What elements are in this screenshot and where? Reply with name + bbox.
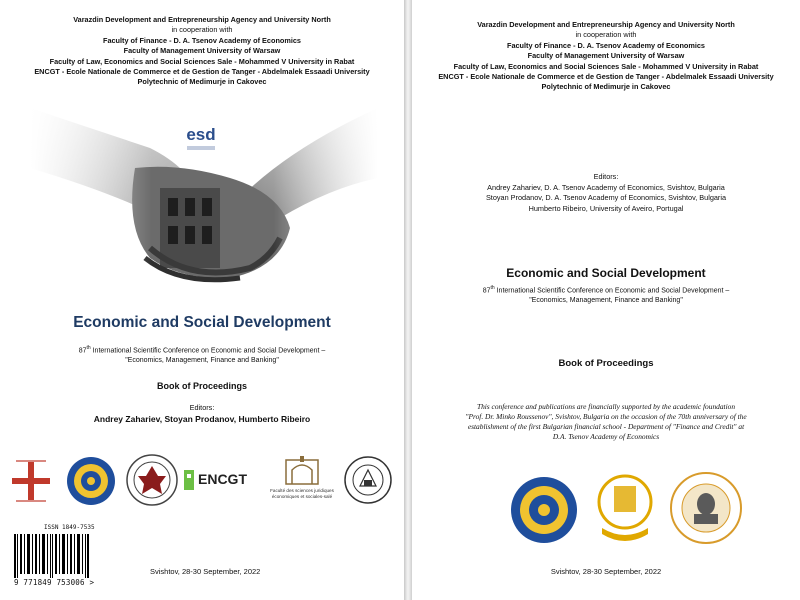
issn-label: ISSN 1849-7535 [44,524,95,531]
organizer-line: in cooperation with [575,30,637,40]
book-of-proceedings-label: Book of Proceedings [558,358,654,369]
organizers-block [412,20,800,93]
conference-subtitle [0,343,404,366]
tsenov-academy-seal [510,476,578,544]
esd-logo-text: esd [186,125,216,144]
book-of-proceedings-label: Book of Proceedings [156,381,247,391]
subtitle-text: International Scientific Conference on Economic and Social Development – [494,287,730,295]
organizer-line: Varazdin Development and Entrepreneurship Agency and University North [73,15,331,24]
organizers-block [0,15,404,88]
page-gutter [404,0,412,600]
partner-logos [0,452,404,512]
funding-line: "Prof. Dr. Minko Roussenov", Svishtov, Bulgaria on the occasion of the 70th anniversary of the [465,412,747,421]
esd-logo [181,118,221,156]
medimurje-polytechnic-seal [344,456,392,504]
rabat-faculty-text-1: Faculté des sciences juridiques [270,488,334,493]
warsaw-university-seal [126,454,178,506]
editors-block [412,172,800,214]
page-title: Economic and Social Development [506,266,706,280]
conference-date: Svishtov, 28-30 September, 2022 [150,567,261,576]
foundation-logos [412,470,800,550]
organizer-line: Faculty of Finance - D. A. Tsenov Academy of Economics [102,35,301,45]
barcode-image [14,534,90,578]
organizer-line: ENCGT - Ecole Nationale de Commerce et de Gestion de Tanger - Abdelmalek Essaadi University [438,72,774,82]
subtitle-number: 87 [78,347,87,355]
organizer-line: in cooperation with [171,25,233,35]
cover-title: Economic and Social Development [73,314,331,331]
editor-line: Humberto Ribeiro, University of Aveiro, Portugal [528,203,684,213]
tsenov-academy-seal [66,456,116,506]
organizer-line: Polytechnic of Medimurje in Cakovec [541,82,671,92]
organizer-line: Faculty of Law, Economics and Social Sciences Sale - Mohammed V University in Rabat [49,56,355,66]
encgt-logo [184,466,254,494]
funding-line: D.A. Tsenov Academy of Economics [552,432,660,441]
rabat-faculty-logo [262,454,342,508]
organizer-line: Faculty of Management University of Warsaw [123,46,281,56]
editor-line: Stoyan Prodanov, D. A. Tsenov Academy of Economics, Svishtov, Bulgaria [485,193,727,203]
title-page [412,0,800,600]
funding-line: establishment of the first Bulgarian financial school - Department of "Finance and Credit" at [467,422,745,431]
conference-date: Svishtov, 28-30 September, 2022 [550,567,662,576]
subtitle-text: International Scientific Conference on Economic and Social Development – [90,347,326,355]
editors-label: Editors: [593,172,619,181]
organizer-line: Faculty of Law, Economics and Social Sciences Sale - Mohammed V University in Rabat [453,61,759,71]
rabat-faculty-text-2: économiques et sociales-salé [271,494,333,499]
organizer-line: Faculty of Management University of Warsaw [527,51,685,61]
subtitle-suffix: th [86,345,91,351]
encgt-logo-text: ENCGT [198,471,247,487]
subtitle-line2: "Economics, Management, Finance and Banking" [125,357,279,365]
conference-subtitle [412,283,800,306]
barcode-digits: 9 771849 753006 > [14,578,95,587]
subtitle-line2: "Economics, Management, Finance and Banking" [529,297,683,305]
editors-names: Andrey Zahariev, Stoyan Prodanov, Humberto Ribeiro [93,414,311,424]
roussenov-foundation-seal [670,472,742,544]
subtitle-suffix: th [490,285,495,291]
subtitle-number: 87 [482,287,491,295]
organizer-line: Polytechnic of Medimurje in Cakovec [137,77,267,87]
organizer-line: Varazdin Development and Entrepreneurship Agency and University North [477,20,735,29]
organizer-line: Faculty of Finance - D. A. Tsenov Academy of Economics [506,40,705,50]
editors-label: Editors: [189,403,215,412]
funding-statement [438,402,774,442]
agency-cross-logo [8,458,54,504]
finance-credit-emblem [592,472,658,546]
funding-line: This conference and publications are financially supported by the academic foundation [476,402,736,411]
organizer-line: ENCGT - Ecole Nationale de Commerce et de Gestion de Tanger - Abdelmalek Essaadi University [34,67,370,77]
editor-line: Andrey Zahariev, D. A. Tsenov Academy of Economics, Svishtov, Bulgaria [487,182,725,192]
